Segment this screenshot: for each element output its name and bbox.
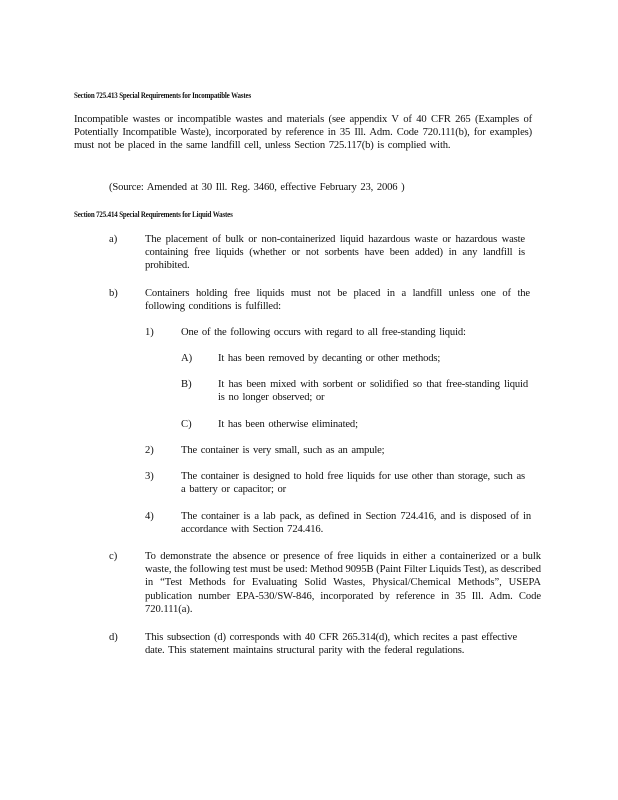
subsection-b-text: Containers holding free liquids must not be placed in a landfill unless one of the following conditions is fulfilled: [145, 288, 530, 313]
subitem-b-text: It has been mixed with sorbent or solidified so that free-standing liquid is no longer observed; or [218, 379, 528, 404]
subsection-d-label: d) [109, 632, 118, 643]
item-1-label: 1) [145, 327, 154, 338]
item-4-text: The container is a lab pack, as defined in Section 724.416, and is disposed of in accordance with Section 724.416. [181, 511, 531, 536]
subsection-c-label: c) [109, 551, 118, 562]
subitem-a-text: It has been removed by decanting or other methods; [218, 353, 441, 364]
item-3-label: 3) [145, 471, 154, 482]
section-725-413-heading: Section 725.413 Special Requirements for Incompatible Wastes [74, 90, 252, 100]
item-3-text: The container is designed to hold free liquids for use other than storage, such as a battery or capacitor; or [181, 471, 525, 496]
subitem-a-label: A) [181, 353, 193, 364]
item-4-label: 4) [145, 511, 154, 522]
section-725-413-body: Incompatible wastes or incompatible wastes and materials (see appendix V of 40 CFR 265 (Examples of Potentially Incompatible Waste), incorporated by reference in 35 Ill. Adm. Code 720.111(b), for examples) must not be placed in the same landfill cell, unless Section 725.117(b) is complied with. [74, 114, 532, 152]
subsection-d-text: This subsection (d) corresponds with 40 CFR 265.314(d), which recites a past effective date. This statement maintains structural parity with the federal regulations. [145, 632, 517, 657]
item-2-label: 2) [145, 445, 154, 456]
subitem-c-text: It has been otherwise eliminated; [218, 419, 358, 430]
section-725-414-heading: Section 725.414 Special Requirements for Liquid Wastes [74, 209, 233, 219]
subsection-b-label: b) [109, 288, 118, 299]
subsection-c-text: To demonstrate the absence or presence of free liquids in either a containerized or a bulk waste, the following test must be used: Method 9095B (Paint Filter Liquids Test), as described in “Test Methods for Evaluating Solid Wastes, Physical/Chemical Methods”, USEPA publication number EPA-530/SW-846, incorporated by reference in 35 Ill. Adm. Code 720.111(a). [145, 551, 541, 615]
subsection-a-label: a) [109, 234, 118, 245]
source-note: (Source: Amended at 30 Ill. Reg. 3460, effective February 23, 2006 ) [109, 182, 405, 193]
subsection-a-text: The placement of bulk or non-containerized liquid hazardous waste or hazardous waste containing free liquids (whether or not sorbents have been added) in any landfill is prohibited. [145, 234, 525, 272]
subitem-b-label: B) [181, 379, 192, 390]
subitem-c-label: C) [181, 419, 192, 430]
item-1-text: One of the following occurs with regard to all free-standing liquid: [181, 327, 466, 338]
item-2-text: The container is very small, such as an ampule; [181, 445, 385, 456]
